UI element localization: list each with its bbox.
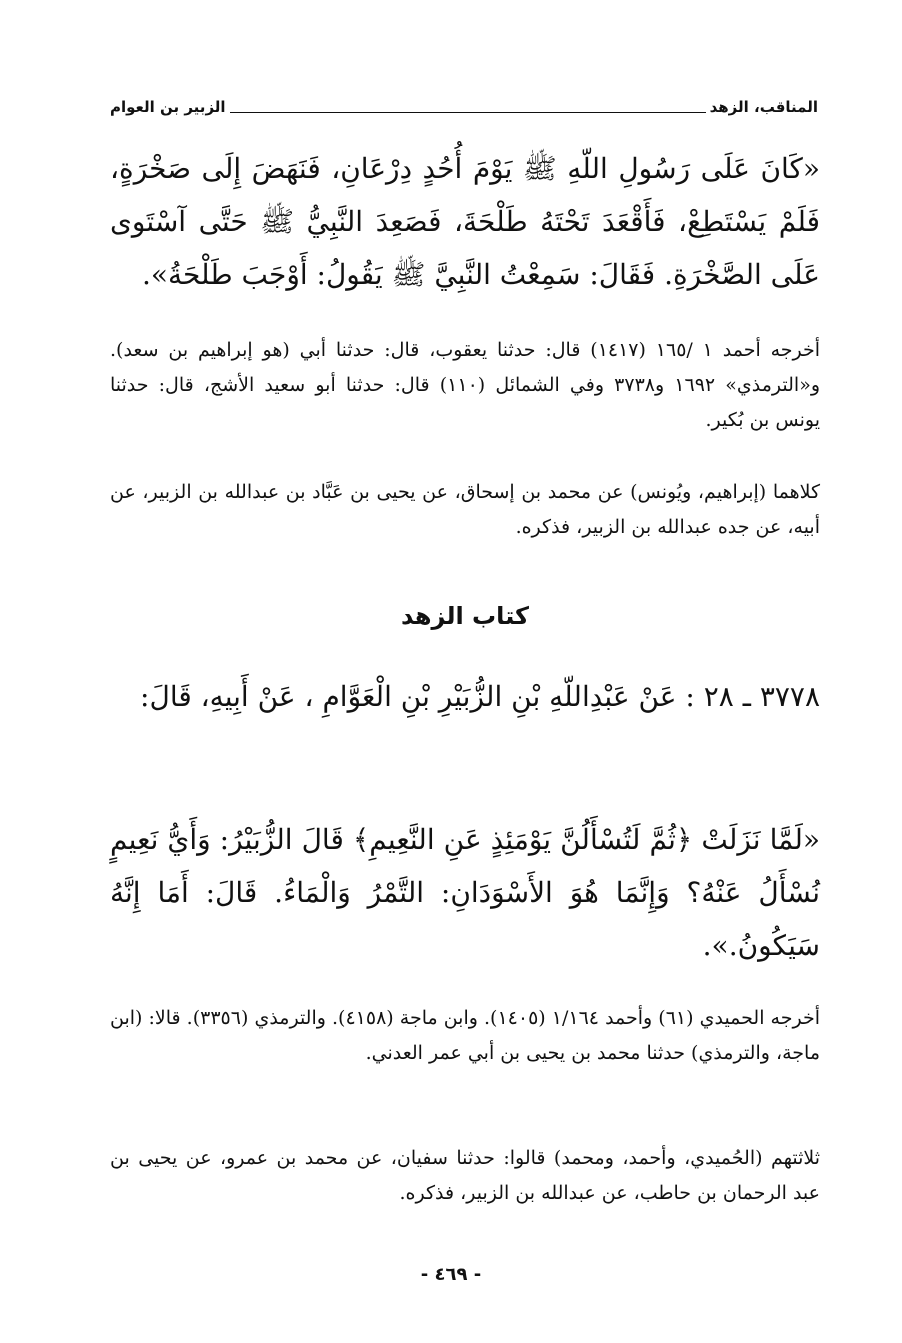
running-header (110, 92, 818, 122)
header-companion-name: الزبير بن العوام (110, 98, 226, 116)
section-title: كتاب الزهد (401, 602, 529, 630)
header-rule (230, 112, 706, 113)
takhrij-note-2: كلاهما (إبراهيم، ويُونس) عن محمد بن إسحاق، عن يحيى بن عَبَّاد بن عبدالله بن الزبير، عن أبيه، عن جده عبدالله بن الزبير، فذكره. (110, 481, 820, 538)
header-chapter-title: المناقب، الزهد (709, 98, 818, 116)
takhrij-note-1: أخرجه أحمد ١ /١٦٥ (١٤١٧) قال: حدثنا يعقوب، قال: حدثنا أبي (هو إبراهيم بن سعد). و«الترمذي» ١٦٩٢ و٣٧٣٨ وفي الشمائل (١١٠) قال: حدثنا أبو سعيد الأشج، قال: حدثنا يونس بن بُكير. (110, 339, 821, 431)
takhrij-note-3: أخرجه الحميدي (٦١) وأحمد ١/١٦٤ (١٤٠٥). وابن ماجة (٤١٥٨). والترمذي (٣٣٥٦). قالا: (ابن ماجة، والترمذي) حدثنا محمد بن يحيى بن أبي عمر العدني. (110, 1007, 821, 1064)
hadith-text-1: «كَانَ عَلَى رَسُولِ اللّهِ ﷺ يَوْمَ أُحُدٍ دِرْعَانِ، فَنَهَضَ إِلَى صَخْرَةٍ، فَلَمْ يَسْتَطِعْ، فَأَقْعَدَ تَحْتَهُ طَلْحَةَ، فَصَعِدَ النَّبِيُّ ﷺ حَتَّى آسْتَوى عَلَى الصَّخْرَةِ. فَقَالَ: سَمِعْتُ النَّبِيَّ ﷺ يَقُولُ: أَوْجَبَ طَلْحَةُ». (110, 152, 820, 291)
hadith-text-2: «لَمَّا نَزَلَتْ ﴿ثُمَّ لَتُسْأَلُنَّ يَوْمَئِذٍ عَنِ النَّعِيمِ﴾ قَالَ الزُّبَيْرُ: وَأَيُّ نَعِيمٍ نُسْأَلُ عَنْهُ؟ وَإِنَّمَا هُوَ الأَسْوَدَانِ: التَّمْرُ وَالْمَاءُ. قَالَ: أَمَا إِنَّهُ سَيَكُونُ.». (110, 823, 820, 962)
page-number: - ٤٦٩ - (420, 1264, 482, 1285)
hadith-intro: ٣٧٧٨ ـ ٢٨ : عَنْ عَبْدِاللّهِ بْنِ الزُّبَيْرِ بْنِ الْعَوَّامِ ، عَنْ أَبِيهِ، قَالَ: (140, 680, 820, 713)
takhrij-note-4: ثلاثتهم (الحُميدي، وأحمد، ومحمد) قالوا: حدثنا سفيان، عن محمد بن عمرو، عن يحيى بن عبد الرحمان بن حاطب، عن عبدالله بن الزبير، فذكره. (110, 1147, 820, 1204)
